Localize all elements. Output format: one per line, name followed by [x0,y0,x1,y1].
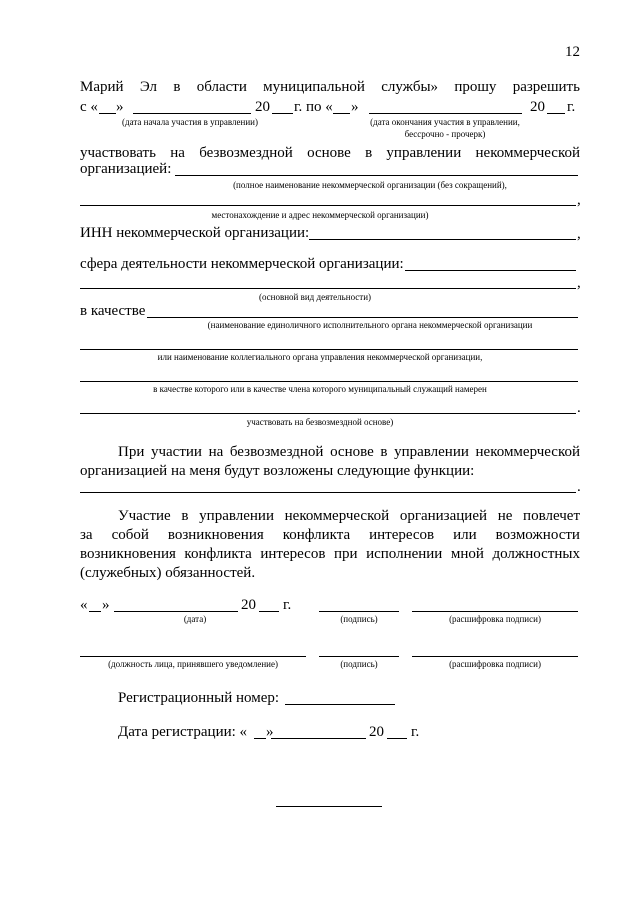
capacity-line [147,317,578,318]
to-year-line [547,113,565,114]
to-year-prefix: 20 [530,99,545,115]
conflict-word: возможности [495,527,580,543]
conflict-line-4: (служебных) обязанностей. [80,565,256,581]
functions-line-2: организацией на меня будут возложены следующие функции: [80,463,475,479]
sign-quote-open: « [80,597,88,613]
caption-date: (дата) [183,614,207,624]
caption-decode: (расшифровка подписи) [449,614,541,624]
capacity-dot: . [577,400,581,416]
sign-month-line [114,611,238,612]
signature-line [319,611,399,612]
org-name-line [175,175,578,176]
reg-day-line [254,738,266,739]
conflict-word: конфликта [282,527,351,543]
registration-number-label: Регистрационный номер: [118,690,280,706]
conflict-word: интересов [369,527,435,543]
inn-comma: , [577,226,581,242]
caption-org-address: местонахождение и адрес некоммерческой организации) [211,210,429,220]
conflict-line-3: возникновения конфликта интересов при исполнении мной должностных [80,546,580,562]
inn-label: ИНН некоммерческой организации: [80,225,310,241]
org-name-line-2 [80,205,576,206]
caption-end-date-1: (дата окончания участия в управлении, [370,117,520,127]
functions-dot: . [577,479,581,495]
caption-capacity-1: (наименование единоличного исполнительного органа некоммерческой организации [207,320,533,330]
decode-line [412,611,578,612]
conflict-line-2 [80,526,580,544]
sign-year-suffix: г. [283,597,292,613]
sign-day-line [89,611,101,612]
to-quote-close: » [351,99,359,115]
caption-org-name: (полное наименование некоммерческой организации (без сокращений), [233,180,507,190]
conflict-word: возникновения [167,527,264,543]
org-comma: , [577,192,581,208]
to-month-line [369,113,522,114]
caption-end-date-2: бессрочно - прочерк) [404,129,486,139]
caption-sphere: (основной вид деятельности) [258,292,372,302]
from-day-line [99,113,116,114]
registration-number-line [285,704,395,705]
conflict-word: или [453,527,477,543]
inn-line [309,239,576,240]
organization-label: организацией: [80,161,172,177]
participate-line: участвовать на безвозмездной основе в управлении некоммерческой [80,145,580,161]
sphere-comma: , [577,275,581,291]
reg-year-suffix: г. [411,724,420,740]
sign-year-line [259,611,279,612]
intro-word: Эл [139,79,158,95]
reg-month-line [271,738,366,739]
sign-quote-close: » [102,597,110,613]
sphere-line-2 [80,288,576,289]
signature-line-2 [319,656,399,657]
from-year-line [272,113,293,114]
to-year-suffix: г. [567,99,576,115]
sphere-label: сфера деятельности некоммерческой организации: [80,256,404,272]
caption-decode-2: (расшифровка подписи) [449,659,541,669]
decode-line-2 [412,656,578,657]
from-year-prefix: 20 [255,99,270,115]
sign-year-prefix: 20 [241,597,256,613]
caption-signature: (подпись) [340,614,378,624]
from-label: с « [80,99,98,115]
to-label: г. по « [294,99,333,115]
from-month-line [133,113,251,114]
intro-word: в [173,79,181,95]
intro-word: разрешить [512,79,580,95]
position-line [80,656,306,657]
reg-year-line [387,738,407,739]
conflict-word: за [80,527,93,543]
conflict-line-1: Участие в управлении некоммерческой организацией не повлечет [118,508,580,524]
caption-capacity-4: участвовать на безвозмездной основе) [246,417,394,427]
capacity-label: в качестве [80,303,146,319]
capacity-line-4 [80,413,576,414]
caption-capacity-2: или наименование коллегиального органа управления некоммерческой организации, [157,352,483,362]
from-quote-close: » [116,99,124,115]
sphere-line [405,270,576,271]
footer-separator [276,806,382,807]
intro-word: службы» [381,79,439,95]
functions-line-1: При участии на безвозмездной основе в управлении некоммерческой [118,444,580,460]
intro-word: области [196,79,247,95]
capacity-line-3 [80,381,578,382]
caption-start-date: (дата начала участия в управлении) [122,117,258,127]
caption-capacity-3: в качестве которого или в качестве члена которого муниципальный служащий намерен [153,384,487,394]
caption-signature-2: (подпись) [340,659,378,669]
conflict-word: собой [111,527,149,543]
intro-line [80,78,580,96]
intro-word: муниципальной [263,79,365,95]
capacity-line-2 [80,349,578,350]
intro-word: прошу [454,79,497,95]
functions-line [80,492,576,493]
reg-quote-close: » [266,724,274,740]
registration-date-label: Дата регистрации: « [118,724,248,740]
to-day-line [333,113,350,114]
page-number: 12 [565,44,580,60]
caption-position: (должность лица, принявшего уведомление) [108,659,278,669]
reg-year-prefix: 20 [369,724,384,740]
intro-word: Марий [80,79,124,95]
